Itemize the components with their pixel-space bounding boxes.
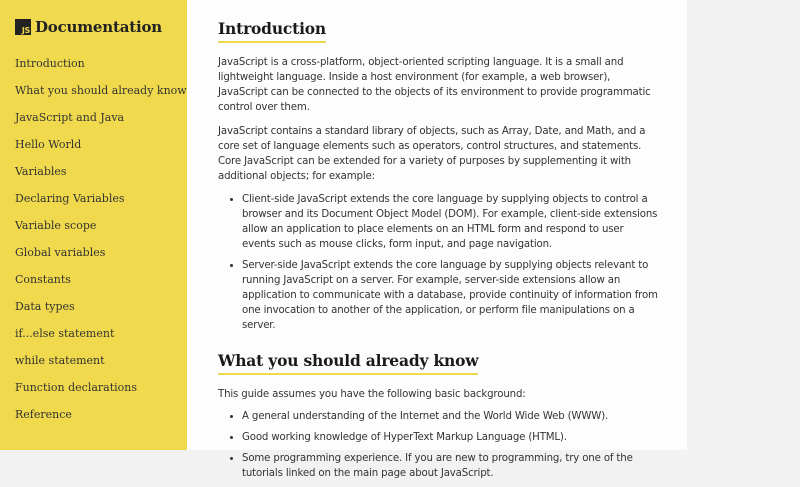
section-what-you-should-already-know [218,339,658,481]
right-gutter [687,0,800,450]
sidebar-item-hello-world[interactable]: Hello World [15,138,82,151]
sidebar-item-constants[interactable]: Constants [15,273,71,286]
section-introduction [218,0,658,333]
sidebar-item-if-else-statement[interactable]: if...else statement [15,327,115,340]
sidebar-item-declaring-variables[interactable]: Declaring Variables [15,192,125,205]
paragraph: JavaScript contains a standard library of objects, such as Array, Date, and Math, and a core set of language elements such as operators, control structures, and statements. Core JavaScript can be extended for a variety of purposes by supplementing it with additional objects; for example: [218,126,646,182]
sidebar-item-data-types[interactable]: Data types [15,300,75,313]
sidebar-item-what-you-should-already-know[interactable]: What you should already know [15,84,187,97]
sidebar-item-variable-scope[interactable]: Variable scope [15,219,97,232]
bullet-list [218,192,658,333]
bullet-list [218,409,658,481]
sidebar-item-global-variables[interactable]: Global variables [15,246,106,259]
paragraph: JavaScript is a cross-platform, object-oriented scripting language. It is a small and lightweight language. Inside a host environment (for example, a web browser), JavaScript can be connected to the objects of its environment to provide programmatic control over them. [218,57,651,113]
sidebar-item-introduction[interactable]: Introduction [15,57,85,70]
sidebar-item-function-declarations[interactable]: Function declarations [15,381,137,394]
brand[interactable] [15,18,162,36]
main-content [187,0,687,479]
list-item: • A general understanding of the Internet and the World Wide Web (WWW). [242,409,658,424]
sidebar-nav [15,56,187,434]
list-item: • Client-side JavaScript extends the core language by supplying objects to control a browser and its Document Object Model (DOM). For example, client-side extensions allow an application to place elements on an HTML form and respond to user events such as mouse clicks, form input, and page navigation. [242,192,658,252]
section-title: What you should already know [218,351,478,375]
js-logo-icon [15,19,31,35]
sidebar [0,0,187,450]
brand-title: Documentation [35,18,162,36]
sidebar-item-variables[interactable]: Variables [15,165,67,178]
sidebar-item-while-statement[interactable]: while statement [15,354,105,367]
list-item: • Some programming experience. If you are new to programming, try one of the tutorials linked on the main page about JavaScript. [242,451,658,481]
sidebar-item-javascript-and-java[interactable]: JavaScript and Java [15,111,125,124]
paragraph: This guide assumes you have the following basic background: [218,389,526,400]
section-title: Introduction [218,19,326,43]
article [218,0,658,487]
sidebar-item-reference[interactable]: Reference [15,408,72,421]
list-item: • Server-side JavaScript extends the core language by supplying objects relevant to running JavaScript on a server. For example, server-side extensions allow an application to communicate with a database, provide continuity of information from one invocation to another of the application, or perform file manipulations on a server. [242,258,658,333]
logo-text: JS [21,26,30,35]
list-item: • Good working knowledge of HyperText Markup Language (HTML). [242,430,658,445]
